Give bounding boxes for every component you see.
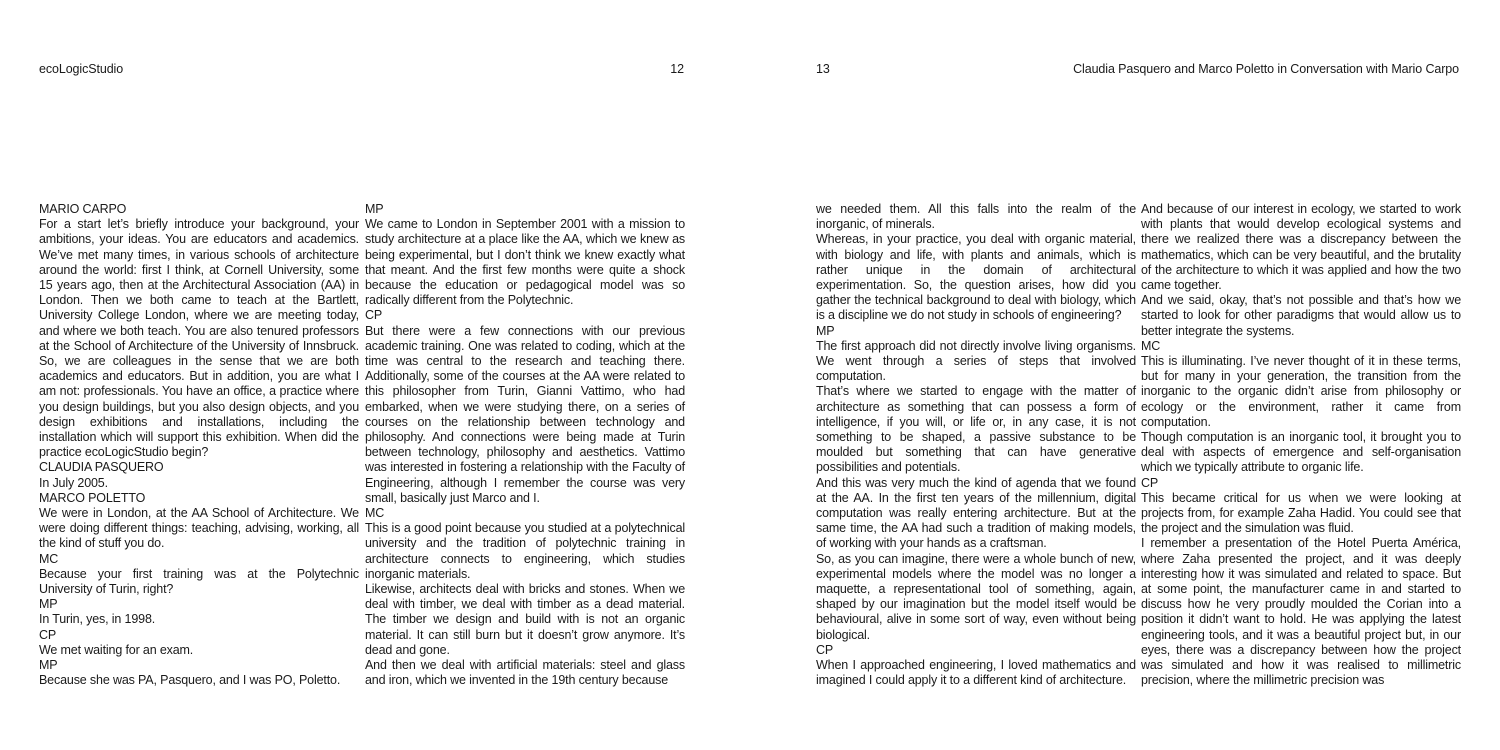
- paragraph: For a start let’s briefly introduce your background, your ambitions, your ideas. You are educators and academics. We’ve met many times, in various schools of architecture around the world: first I think, at Cornell University, some 15 years ago, then at the Architectural Association (AA) in London. Then we both came to teach at the Bartlett, University College London, where we are meeting today, and where we both teach. You are also tenured professors at the School of Architecture of the University of Innsbruck. So, we are colleagues in the sense that we are both academics and educators. But in addition, you are what I am not: professionals. You have an office, a practice where you design buildings, but you also design objects, and you design exhibitions and installations, including the installation which will support this exhibition. When did the practice ecoLogicStudio begin?: [39, 217, 359, 460]
- paragraph: I remember a presentation of the Hotel Puerta América, where Zaha presented the project, and it was deeply interesting how it was simulated and related to space. But at some point, the manufacturer came in and started to discuss how he very proudly moulded the Corian into a position it didn’t want to hold. He was applying the latest engineering tools, and it was a beautiful project but, in our eyes, there was a discrepancy between how the project was simulated and how it was realised to millimetric precision, where the millimetric precision was: [1141, 536, 1461, 688]
- paragraph: Likewise, architects deal with bricks and stones. When we deal with timber, we deal with timber as a dead material. The timber we design and build with is not an organic material. It can still burn but it doesn’t grow anymore. It’s dead and gone.: [365, 582, 685, 657]
- speaker-label: MC: [39, 551, 59, 566]
- paragraph: In Turin, yes, in 1998.: [39, 612, 156, 627]
- paragraph: So, as you can imagine, there were a whole bunch of new, experimental models where the model was no longer a maquette, a representational tool of something, again, shaped by our imagination but the model itself would be behavioural, alive in some sort of way, even without being biological.: [816, 551, 1136, 642]
- paragraph: The first approach did not directly involve living organisms. We went through a series of steps that involved computation.: [816, 338, 1136, 384]
- paragraph: Whereas, in your practice, you deal with organic material, with biology and life, with plants and animals, which is rather unique in the domain of architectural experimentation. So, the question arises, how did you gather the technical background to deal with biology, which is a discipline we do not study in schools of engineering?: [816, 232, 1136, 323]
- paragraph: In July 2005.: [39, 475, 108, 490]
- text-column-2: [365, 202, 685, 689]
- paragraph: This is a good point because you studied at a polytechnical university and the tradition of polytechnic training in architecture connects to engineering, which studies inorganic materials.: [365, 521, 685, 581]
- page-number: 12: [670, 62, 684, 76]
- right-page: [750, 0, 1500, 750]
- paragraph: And we said, okay, that’s not possible and that’s how we started to look for other paradigms that would allow us to better integrate the systems.: [1141, 293, 1461, 338]
- paragraph: And this was very much the kind of agenda that we found at the AA. In the first ten years of the millennium, digital computation was really entering architecture. But at the same time, the AA had such a tradition of making models, of working with your hands as a craftsman.: [816, 475, 1136, 551]
- paragraph: We met waiting for an exam.: [39, 642, 194, 657]
- text-column-2: [1141, 202, 1461, 689]
- speaker-label: MC: [365, 506, 385, 521]
- speaker-label: MP: [39, 658, 58, 673]
- page-number: 13: [816, 62, 830, 76]
- paragraph: Because your first training was at the Polytechnic University of Turin, right?: [39, 566, 359, 597]
- speaker-label: MP: [816, 323, 835, 338]
- text-column-1: [816, 202, 1136, 689]
- paragraph: We were in London, at the AA School of Architecture. We were doing different things: teaching, advising, working, all the kind of stuff you do.: [39, 506, 359, 551]
- running-header-title: Claudia Pasquero and Marco Poletto in Conversation with Mario Carpo: [1073, 62, 1459, 76]
- speaker-label: CP: [39, 627, 57, 642]
- paragraph: we needed them. All this falls into the realm of the inorganic, of minerals.: [816, 202, 1136, 232]
- text-column-1: [39, 202, 359, 689]
- speaker-label: MP: [39, 597, 58, 612]
- speaker-label: CP: [816, 642, 834, 657]
- running-header-title: ecoLogicStudio: [39, 62, 124, 76]
- paragraph: When I approached engineering, I loved mathematics and imagined I could apply it to a different kind of architecture.: [816, 658, 1136, 688]
- speaker-label: CP: [365, 308, 383, 323]
- paragraph: Though computation is an inorganic tool, it brought you to deal with aspects of emergence and self-organisation which we typically attribute to organic life.: [1141, 430, 1461, 475]
- paragraph: This became critical for us when we were looking at projects from, for example Zaha Hadid. You could see that the project and the simulation was fluid.: [1141, 490, 1461, 536]
- paragraph: Because she was PA, Pasquero, and I was PO, Poletto.: [39, 673, 341, 688]
- speaker-label: MARIO CARPO: [39, 202, 127, 216]
- speaker-label: MARCO POLETTO: [39, 490, 146, 505]
- paragraph: And then we deal with artificial materials: steel and glass and iron, which we invented in the 19th century because: [365, 658, 685, 688]
- speaker-label: CP: [1141, 475, 1159, 490]
- paragraph: But there were a few connections with our previous academic training. One was related to coding, which at the time was central to the research and teaching there. Additionally, some of the courses at the AA were related to this philosopher from Turin, Gianni Vattimo, who had embarked, when we were studying there, on a series of courses on the relationship between technology and philosophy. And connections were being made at Turin between technology, philosophy and aesthetics. Vattimo was interested in fostering a relationship with the Faculty of Engineering, although I remember the course was very small, basically just Marco and I.: [365, 323, 685, 505]
- speaker-label: MP: [365, 202, 384, 216]
- paragraph: That’s where we started to engage with the matter of architecture as something that can possess a form of intelligence, if you will, or life or, in any case, it is not something to be shaped, a passive substance to be moulded but something that can have generative possibilities and potentials.: [816, 384, 1136, 475]
- speaker-label: MC: [1141, 338, 1161, 353]
- paragraph: And because of our interest in ecology, we started to work with plants that would develop ecological systems and there we realized there was a discrepancy between the mathematics, which can be very beautiful, and the brutality of the architecture to which it was applied and how the two came together.: [1141, 202, 1461, 293]
- speaker-label: CLAUDIA PASQUERO: [39, 460, 164, 475]
- paragraph: We came to London in September 2001 with a mission to study architecture at a place like the AA, which we knew as being experimental, but I don’t think we knew exactly what that meant. And the first few months were quite a shock because the education or pedagogical model was so radically different from the Polytechnic.: [365, 217, 685, 308]
- paragraph: This is illuminating. I’ve never thought of it in these terms, but for many in your generation, the transition from the inorganic to the organic didn’t arise from philosophy or ecology or the environment, rather it came from computation.: [1141, 354, 1461, 429]
